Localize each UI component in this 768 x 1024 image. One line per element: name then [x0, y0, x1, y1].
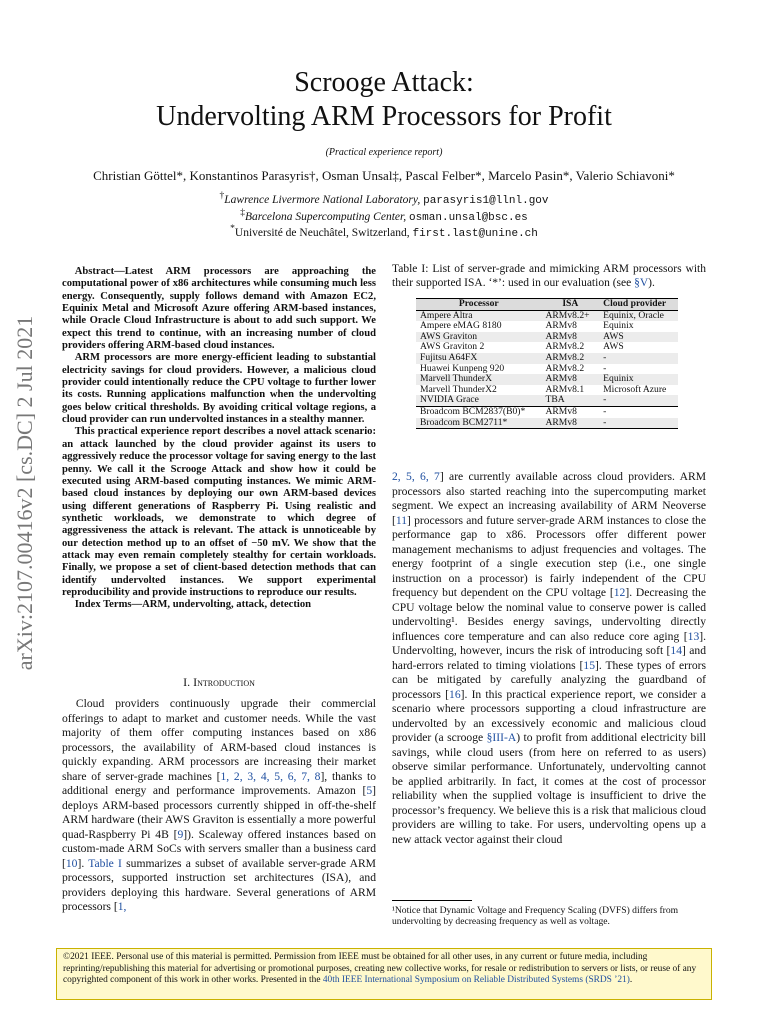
- paper-subtitle: (Practical experience report): [325, 147, 443, 158]
- text-run: summarizes a subset of available server-grade ARM processors, supported instruction set architectures (ISA), and providers deploying this hardware. Several generations of ARM processors [: [62, 856, 376, 913]
- copyright-notice: [56, 948, 712, 1000]
- table-cell: -: [599, 353, 678, 364]
- citation-link[interactable]: 1,: [117, 900, 127, 913]
- table-cell: Equinix, Oracle: [599, 310, 678, 321]
- table-cell: ARMv8: [541, 418, 599, 429]
- citation-link[interactable]: 14: [670, 644, 683, 657]
- table-cell: -: [603, 362, 607, 374]
- processor-table-wrapper: [416, 298, 678, 429]
- affiliation-llnl: [0, 190, 768, 207]
- index-terms: Index Terms—ARM, undervolting, attack, detection: [74, 599, 312, 611]
- citation-link[interactable]: 10: [65, 856, 78, 870]
- text-run: ].: [77, 856, 89, 870]
- table-cell: Ampere eMAG 8180: [420, 320, 502, 332]
- citation-link[interactable]: 2, 5, 6, 7: [392, 470, 440, 483]
- section-heading-introduction: I. Introduction: [183, 675, 255, 689]
- table-reference-link[interactable]: Table I: [88, 856, 122, 870]
- table-cell: ARMv8.1: [545, 383, 585, 395]
- citation-link[interactable]: 15: [583, 658, 595, 672]
- processor-table: [416, 298, 678, 429]
- table-cell: Marvell ThunderX2: [420, 383, 497, 395]
- intro-paragraph: [392, 470, 706, 847]
- table-header-row: [416, 299, 678, 311]
- affiliation-email: first.last@unine.ch: [412, 227, 538, 240]
- affiliation-name: Université de Neuchâtel, Switzerland,: [234, 226, 410, 239]
- intro-right-column: [392, 470, 706, 847]
- text-run: ).: [648, 277, 655, 289]
- affiliation-name: Lawrence Livermore National Laboratory,: [224, 193, 421, 206]
- table-cell: ARMv8.2+: [541, 310, 599, 321]
- footnote: ¹Notice that Dynamic Voltage and Frequency Scaling (DVFS) differs from undervolting by decreasing frequency as well as voltage.: [392, 905, 679, 927]
- paper-title-line2: Undervolting ARM Processors for Profit: [156, 101, 612, 132]
- citation-link[interactable]: 11: [395, 513, 408, 527]
- table-cell: ARMv8.2: [545, 341, 585, 353]
- abstract-paragraph: ARM processors are more energy-efficient leading to substantial electricity savings for cloud providers. However, a malicious cloud provider could intentionally reduce the CPU voltage to further lower its costs. Running applications malfunction when the undervolting goes below critical thresholds. By avoiding critical voltage regions, a cloud provider can run undervolted instances in a stealthy manner.: [62, 352, 376, 426]
- text-run: ]. Undervolting, however, incurs the risk of introducing soft [: [392, 629, 706, 657]
- table-cell: -: [599, 418, 678, 429]
- table-caption: [392, 262, 706, 290]
- text-run: ]). Scaleway offered instances based on custom-made ARM SoCs with servers smaller than a business card [: [62, 827, 376, 870]
- table-cell: ARMv8.2: [541, 353, 599, 364]
- author-list: Christian Göttel*, Konstantinos Parasyris†, Osman Unsal‡, Pascal Felber*, Marcelo Pasin*, Valerio Schiavoni*: [93, 168, 675, 183]
- table-cell: AWS Graviton 2: [420, 341, 485, 353]
- text-run: ] processors and future server-grade ARM instances to close the performance gap to x86. Processors offer different power management mechanisms to adjust frequencies and voltages. The energy footprint of a single execution step (i.e., one single instruction on a processor) is fairly independent of the CPU frequency but dependent on the CPU voltage [: [392, 513, 706, 599]
- paper-title-line1: Scrooge Attack:: [294, 67, 474, 98]
- affiliation-bsc: [0, 207, 768, 224]
- table-cell: -: [599, 406, 678, 417]
- affiliation-mark: *: [230, 223, 235, 234]
- table-cell: AWS Graviton: [416, 332, 541, 343]
- affiliation-email: parasyris1@llnl.gov: [423, 194, 549, 207]
- text-run: ]. Decreasing the CPU voltage below the nominal value to conserve power is called undervolting¹. Besides energy savings, undervolting directly influences core temperature and can also reduce core aging [: [392, 586, 707, 643]
- text-run: ) to profit from additional electricity bill savings, while cloud users (from here on referred to as users) observe similar performance. Unfortunately, undervolting cannot be applied arbitrarily. In fact, it comes at the cost of processor reliability when the supplied voltage is insufficient to drive the processor’s frequency. We believe this is a risk that malicious cloud providers are willing to take. For users, undervolting opens up a new attack vector against their cloud: [392, 731, 706, 846]
- section-reference-link[interactable]: §V: [634, 277, 649, 289]
- footnote-rule: [392, 900, 472, 901]
- text-run: Cloud providers continuously upgrade their commercial offerings to adapt to market and customer needs. While the vast majority of them offer computing instances based on x86 processors, the availability of ARM-based cloud instances is quickly expanding. ARM processors are increasing their market share of server-grade machines [: [62, 697, 376, 783]
- table-row: [416, 418, 678, 429]
- table-cell: AWS: [599, 332, 678, 343]
- arxiv-watermark: arXiv:2107.00416v2 [cs.DC] 2 Jul 2021: [12, 315, 37, 671]
- citation-link[interactable]: 1, 2, 3, 4, 5, 6, 7, 8: [220, 769, 321, 783]
- text-run: ], thanks to additional energy and performance improvements. Amazon [: [62, 769, 376, 797]
- table-cell: AWS: [603, 341, 624, 353]
- intro-left-column: [62, 697, 376, 915]
- table-row: [416, 406, 678, 417]
- table-cell: ARMv8: [541, 332, 599, 343]
- affiliation-name: Barcelona Supercomputing Center,: [245, 210, 407, 223]
- table-header-cell: Processor: [416, 299, 541, 311]
- text-run: ] deploys ARM-based processors currently shipped in off-the-shelf ARM hardware (their AWS Graviton is essentially a more powerful quad-Raspberry Pi 4B [: [62, 784, 376, 841]
- table-cell: TBA: [541, 395, 599, 406]
- text-run: .: [629, 975, 633, 985]
- table-cell: Huawei Kunpeng 920: [420, 362, 505, 374]
- table-cell: ARMv8.2: [545, 362, 585, 374]
- table-cell: Marvell ThunderX: [416, 374, 541, 385]
- section-reference-link[interactable]: §III-A: [486, 731, 517, 744]
- table-cell: NVIDIA Grace: [416, 395, 541, 406]
- text-run: ©2021 IEEE. Personal use of this material is permitted. Permission from IEEE must be obtained for all other uses, in any current or future media, including reprinting/republishing this material for advertising or promotional purposes, creating new collective works, for resale or redistribution to servers or lists, or reuse of any copyrighted component of this work in other works. Presented in the: [63, 952, 697, 985]
- text-run: Table I: List of server-grade and mimicking ARM processors with their supported ISA. ‘*’: used in our evaluation (see: [392, 263, 706, 289]
- affiliation-unine: [0, 223, 768, 240]
- table-cell: ARMv8: [541, 374, 599, 385]
- text-run: ]. In this practical experience report, we consider a scenario where processors supporting a cloud infrastructure are undervolted by an excessively economic and malicious cloud provider (a scrooge: [392, 687, 707, 744]
- affiliation-mark: †: [219, 190, 225, 201]
- table-header-cell: Cloud provider: [599, 299, 678, 311]
- table-cell: Broadcom BCM2711*: [416, 418, 541, 429]
- intro-paragraph: [62, 697, 376, 915]
- table-cell: ARMv8: [545, 320, 577, 332]
- abstract: [62, 266, 376, 612]
- table-row: [416, 353, 678, 364]
- table-cell: Microsoft Azure: [603, 383, 667, 395]
- text-run: ] and hard-errors related to timing violations [: [392, 644, 707, 672]
- conference-link[interactable]: 40th IEEE International Symposium on Reliable Distributed Systems (SRDS ’21): [322, 975, 630, 985]
- abstract-paragraph: This practical experience report describes a novel attack scenario: an attack launched by the cloud provider against its users to aggressively reduce the processor voltage for saving energy to the last penny. We call it the Scrooge Attack and show how it could be executed using ARM-based computing instances. We mimic ARM-based cloud instances by deploying our own ARM-based devices using different generations of Raspberry Pi. Using realistic and synthetic workloads, we demonstrate to which degree of aggressiveness the attack is relevant. The attack is unnoticeable by our detection method up to an offset of −50 mV. We show that the attack may even remain completely stealthy for certain workloads. Finally, we propose a set of client-based detection methods that can identify undervolted instances. We support experimental reproducibility and provide instructions to reproduce our results.: [62, 426, 376, 598]
- text-run: ]. These types of errors can be mitigated by carefully analyzing the guardband of processors [: [392, 658, 706, 701]
- affiliation-mark: ‡: [240, 207, 245, 218]
- table-cell: Ampere Altra: [416, 310, 541, 321]
- table-cell: Fujitsu A64FX: [416, 353, 541, 364]
- affiliation-email: osman.unsal@bsc.es: [408, 211, 528, 224]
- citation-link[interactable]: 12: [613, 586, 626, 599]
- citation-link[interactable]: 5: [366, 784, 373, 797]
- citation-link[interactable]: 13: [687, 629, 700, 643]
- table-cell: Equinix: [603, 320, 634, 332]
- text-run: ] are currently available across cloud providers. ARM processors also started reaching into the supercomputing market segment. We expect an increasing availability of ARM Neoverse [: [392, 470, 707, 527]
- table-header-cell: ISA: [541, 299, 599, 311]
- table-row: [416, 395, 678, 406]
- table-cell: Broadcom BCM2837(B0)*: [416, 406, 541, 417]
- table-cell: ARMv8: [541, 406, 599, 417]
- abstract-paragraph: Abstract—Latest ARM processors are approaching the computational power of x86 architectures while consuming much less energy. Consequently, supply follows demand with Amazon EC2, Equinix Metal and Microsoft Azure offering ARM-based instances, while Oracle Cloud Infrastructure is about to add such support. We expect this trend to continue, with an increasing number of cloud providers offering ARM-based cloud instances.: [62, 266, 376, 352]
- table-cell: -: [599, 395, 678, 406]
- citation-link[interactable]: 9: [177, 827, 184, 841]
- table-cell: Equinix: [599, 374, 678, 385]
- citation-link[interactable]: 16: [449, 687, 461, 701]
